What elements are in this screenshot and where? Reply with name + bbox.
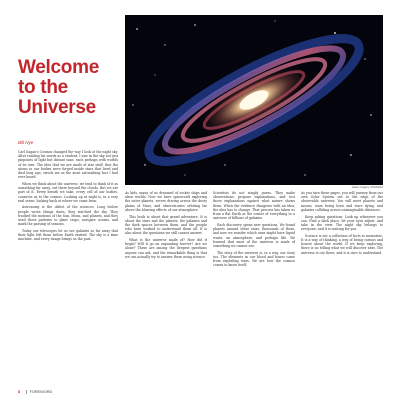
page-footer — [18, 390, 383, 398]
image-credit: Galaxy imagery: NASA/ESA — [351, 186, 383, 189]
paragraph: Science is not a collection of facts to memorize. It is a way of thinking, a way of being curious and honest about the world. If we keep exploring, there is no telling what we will discover next. The universe is out there, and it is ours to understand. — [301, 233, 383, 255]
paragraph: The story of the universe is, in a way, our story too. The elements in our blood and bones came from exploding stars. We are how the cosmos comes to know itself. — [213, 250, 295, 268]
paragraph: Each discovery opens new questions. We found planets around other stars, thousands of them, and now we wonder which ones might have liquid water, an atmosphere, and perhaps life. We learned that most of the universe is made of something we cannot see. — [213, 222, 295, 248]
footer-divider — [26, 390, 27, 394]
paragraph: Astronomy is the oldest of the sciences. Long before people wrote things down, they watched the sky. They tracked the motions of the Sun, Moon, and planets, and they used those patterns to plant crops, navigate oceans, and mark the passing of seasons. — [18, 205, 118, 227]
paragraph: Carl Sagan's Cosmos changed the way I look at the night sky. After reading his words as a student, I saw in the sky not just pinpoints of light but distant suns, each perhaps with worlds of its own. The idea that we are made of star stuff, that the atoms in our bodies were forged inside stars that lived and died long ago, struck me as the most astonishing fact I had ever heard. — [18, 150, 118, 180]
galaxy-image — [125, 15, 383, 185]
paragraph: This book is about that grand adventure. It is about the stars and the planets, the galaxies and the dark spaces between them, and the people who have worked to understand them all. It is also about the questions we still cannot answer. — [125, 214, 207, 236]
paragraph: As kids, many of us dreamed of rocket ships and alien worlds. Now we have spacecraft exploring the outer planets, rovers driving across the dusty plains of Mars, and observatories orbiting far above the blurring effects of our atmosphere. — [125, 191, 207, 212]
text-column-3 — [213, 191, 295, 388]
paragraph: Today our telescopes let us see galaxies so far away that their light left them before Earth existed. The sky is a time machine, and every image brings us the past. — [18, 228, 118, 242]
article-byline: Bill Nye — [18, 140, 34, 145]
paragraph: When we think about the universe, we tend to think of it as something far away, out there beyond the clouds. But we are part of it. Every breath we take, every cell of our bodies, connects us to the cosmos. Looking up at night is, in a very real sense, looking back at where we came from. — [18, 181, 118, 203]
text-column-4 — [301, 191, 383, 388]
page-number: 8 — [18, 390, 21, 394]
galaxy-illustration — [125, 15, 383, 185]
article-title: Welcome to the Universe — [18, 57, 99, 118]
text-column-1 — [18, 150, 118, 388]
paragraph: As you turn these pages, you will journey from our own Solar System out to the edge of the observable universe. You will meet planets and moons, stars being born and stars dying, and galaxies colliding across unimaginable distances. — [301, 191, 383, 212]
text-column-2 — [125, 191, 207, 388]
section-name: FOREWORD — [29, 390, 53, 394]
paragraph: What is the universe made of? How did it begin? Will it go on expanding forever? Are we alone? These are among the deepest questions anyone can ask, and the remarkable thing is that we can actually try to answer them using science. — [125, 238, 207, 259]
paragraph: Keep asking questions. Look up whenever you can. Find a dark place, let your eyes adjust, and take in the view. The night sky belongs to everyone, and it is waiting for you. — [301, 214, 383, 232]
paragraph: Scientists do not simply guess. They make observations, propose explanations, and test those explanations against what nature shows them. When the evidence disagrees with an idea, the idea has to change. That process has taken us from a flat Earth at the center of everything to a universe of billions of galaxies. — [213, 191, 295, 221]
